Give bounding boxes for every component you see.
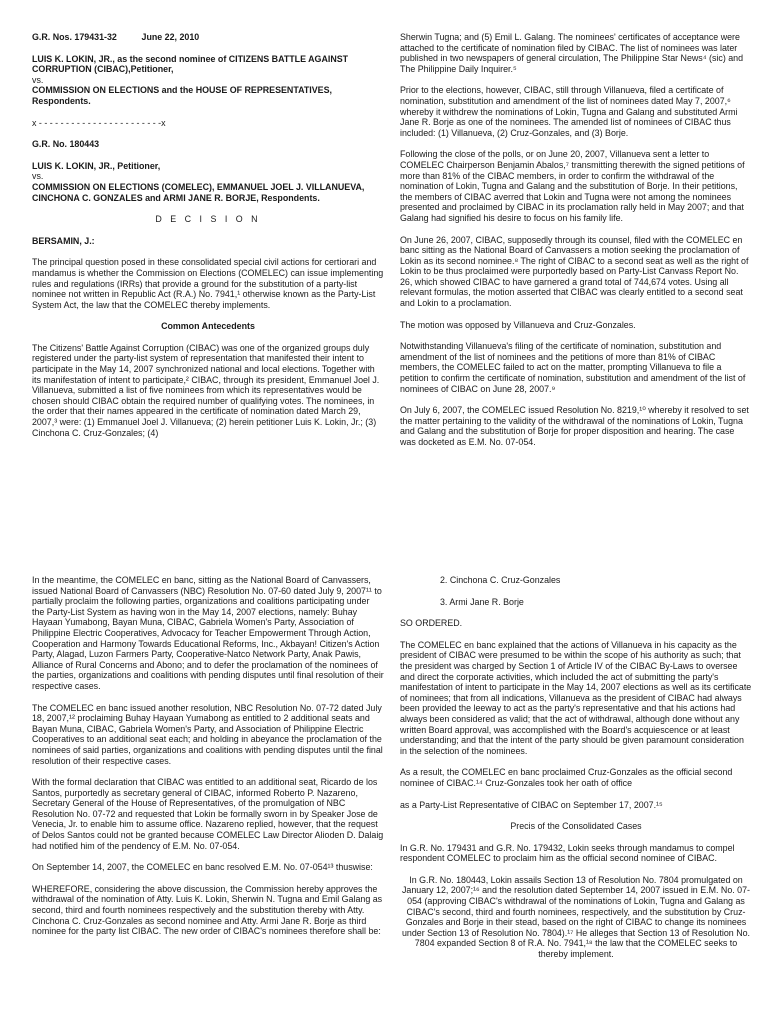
paragraph: In G.R. No. 180443, Lokin assails Section 13 of Resolution No. 7804 promulgated on January 12, 2007;¹⁶ and the resolution dated September 14, 2007 issued in E.M. No. 07-054 (approving CIBAC's withdrawal of the nominations of Lokin, Tugna and Galang as CIBAC's second, third and fourth nominees, respectively, and the substitution by Cruz-Gonzales and Borje in their stead, based on the right of CIBAC to change its nominees under Section 13 of Resolution No. 7804).¹⁷ He alleges that Section 13 of Resolution No. 7804 expanded Section 8 of R.A. No. 7941,¹⁸ the law that the COMELEC seeks to thereby implement. xyxy=(401,874,751,960)
paragraph: The principal question posed in these consolidated special civil actions for certiorari and mandamus is whether the Commission on Elections (COMELEC) can issue implementing rules and regulations (IRRs) that provide a ground for the substitution of a party-list nominee not written in Republic Act (R.A.) No. 7941,¹ otherwise known as the Party-List System Act, the law that the COMELEC thereby implements. xyxy=(32,257,384,310)
paragraph: With the formal declaration that CIBAC was entitled to an additional seat, Ricardo de los Santos, purportedly as secretary general of CIBAC, informed Roberto P. Nazareno, Secretary General of the House of Representatives, of the promulgation of NBC Resolution No. 07-72 and requested that Lokin be formally sworn in by Speaker Jose de Venecia, Jr. to enable him to assume office. Nazareno replied, however, that the request of Delos Santos could not be granted because COMELEC Law Director Alioden D. Dalaig had notified him of the pendency of E.M. No. 07-054. xyxy=(32,777,384,851)
list-item: 3. Armi Jane R. Borje xyxy=(440,596,524,607)
versus-label: vs. xyxy=(32,74,44,85)
paragraph: The COMELEC en banc explained that the actions of Villanueva in his capacity as the president of CIBAC were presumed to be within the scope of his authority as such; that the president was charged by Section 1 of Article IV of the CIBAC By-Laws to oversee and direct the corporate activities, which included the act of submitting the party's manifestation of intent to participate in the May 14, 2007 elections as well as its certificate of nominees; that from all indications, Villanueva as the president of CIBAC had always been provided the leeway to act as the party's representative and that his actions had always been considered as valid; that the act of withdrawal, although done without any written Board approval, was accomplished with the Board's acquiescence or at least understanding; and that the intent of the party should be given paramount consideration in the selection of the nominees. xyxy=(400,639,752,756)
page1-left-column xyxy=(32,32,384,449)
paragraph: Following the close of the polls, or on June 20, 2007, Villanueva sent a letter to COMELEC Chairperson Benjamin Abalos,⁷ transmitting therewith the signed petitions of more than 81% of the CIBAC members, in order to confirm the withdrawal of the nomination of Lokin, Tugna and Galang and the substitution of Borje. In their petitions, the members of CIBAC averred that Lokin and Tugna were not among the nominees presented and proclaimed by CIBAC in its proclamation rally held in May 2007; and that Galang had signified his desire to focus on his family life. xyxy=(400,149,745,223)
case1-respondents: COMMISSION ON ELECTIONS and the HOUSE OF REPRESENTATIVES, Respondents. xyxy=(32,85,332,106)
list-item: 2. Cinchona C. Cruz-Gonzales xyxy=(440,575,561,585)
case2-petitioner: LUIS K. LOKIN, JR., Petitioner, xyxy=(32,160,161,171)
case-header: G.R. Nos. 179431-32 June 22, 2010 xyxy=(32,32,200,42)
section-heading: Precis of the Consolidated Cases xyxy=(510,821,642,832)
paragraph: The motion was opposed by Villanueva and Cruz-Gonzales. xyxy=(400,319,636,330)
versus-label: vs. xyxy=(32,171,44,182)
paragraph: Notwithstanding Villanueva's filing of the certificate of nomination, substitution and amendment of the list of nominees and the petitions of more than 81% of CIBAC members, the COMELEC failed to act on the matter, prompting Villanueva to file a petition to confirm the certificate of nomination, substitution and amendment of the list of nominees of CIBAC on June 28, 2007.⁹ xyxy=(400,341,746,394)
paragraph: In G.R. No. 179431 and G.R. No. 179432, Lokin seeks through mandamus to compel respondent COMELEC to proclaim him as the official second nominee of CIBAC. xyxy=(400,842,735,864)
paragraph: On July 6, 2007, the COMELEC issued Resolution No. 8219,¹⁰ whereby it resolved to set the matter pertaining to the validity of the withdrawal of the nominations of Lokin, Tugna and Galang and the substitution of Borje for proper disposition and hearing. The case was docketed as E.M. No. 07-054. xyxy=(400,405,749,447)
ponente: BERSAMIN, J.: xyxy=(32,235,95,246)
page2-right-column xyxy=(400,575,752,971)
paragraph: Prior to the elections, however, CIBAC, still through Villanueva, filed a certificate of nomination, substitution and amendment of the list of nominees dated May 7, 2007,⁶ whereby it withdrew the nominations of Lokin, Tugna and Galang and substituted Armi Jane R. Borje as one of the nominees. The amended list of nominees of CIBAC thus included: (1) Villanueva, (2) Cruz-Gonzales, and (3) Borje. xyxy=(400,85,738,138)
page2-left-column xyxy=(32,575,384,948)
paragraph: In the meantime, the COMELEC en banc, sitting as the National Board of Canvassers, issued National Board of Canvassers (NBC) Resolution No. 07-60 dated July 9, 2007¹¹ to partially proclaim the following parties, organizations and coalitions participating under the Party-List System as having won in the May 14, 2007 elections, namely: Buhay Hayaan Yumabong, Bayan Muna, CIBAC, Gabriela Women's Party, Association of Philippine Electric Cooperatives, Advocacy for Teacher Empowerment Through Action, Cooperation and Harmony Towards Educational Reforms, Inc., Akbayan! Citizen's Action Party, Alagad, Luzon Farmers Party, Cooperative-Natco Network Party, Anak Pawis, Alliance of Rural Concerns and Abono; and to defer the proclamation of the nominees of the parties, organizations and coalitions with pending disputes until final resolution of their respective cases. xyxy=(32,575,384,691)
separator: x - - - - - - - - - - - - - - - - - - - - - - -x xyxy=(32,117,166,128)
paragraph: The Citizens' Battle Against Corruption (CIBAC) was one of the organized groups duly registered under the party-list system of representation that manifested their intent to participate in the May 14, 2007 synchronized national and local elections. Together with its manifestation of intent to participate,² CIBAC, through its president, Emmanuel Joel J. Villanueva, submitted a list of five nominees from which its representatives would be chosen should CIBAC obtain the required number of qualifying votes. The nominees, in the order that their names appeared in the certificate of nomination dated March 29, 2007,³ were: (1) Emmanuel Joel J. Villanueva; (2) herein petitioner Luis K. Lokin, Jr.; (3) Cinchona C. Cruz-Gonzales; (4) xyxy=(32,342,380,438)
paragraph: Sherwin Tugna; and (5) Emil L. Galang. The nominees' certificates of acceptance were attached to the certificate of nomination filed by CIBAC. The list of nominees was later published in two newspapers of general circulation, The Philippine Star News⁴ (sic) and The Philippine Daily Inquirer.⁵ xyxy=(400,32,744,74)
decision-heading: D E C I S I O N xyxy=(155,214,261,225)
paragraph: On September 14, 2007, the COMELEC en banc resolved E.M. No. 07-054¹³ thuswise: xyxy=(32,862,373,873)
case2-number: G.R. No. 180443 xyxy=(32,139,100,150)
case2-respondents: COMMISSION ON ELECTIONS (COMELEC), EMMANUEL JOEL J. VILLANUEVA, CINCHONA C. GONZALES and ARMI JANE R. BORJE, Respondents. xyxy=(32,181,365,203)
page1-right-column xyxy=(400,32,752,459)
paragraph: as a Party-List Representative of CIBAC on September 17, 2007.¹⁵ xyxy=(400,799,663,810)
paragraph: As a result, the COMELEC en banc proclaimed Cruz-Gonzales as the official second nominee of CIBAC.¹⁴ Cruz-Gonzales took her oath of office xyxy=(400,767,733,788)
case1-parties: LUIS K. LOKIN, JR., as the second nominee of CITIZENS BATTLE AGAINST CORRUPTION (CIBAC),Petitioner, xyxy=(32,53,349,75)
paragraph: WHEREFORE, considering the above discussion, the Commission hereby approves the withdrawal of the nomination of Atty. Luis K. Lokin, Sherwin N. Tugna and Emil Galang as second, third and fourth nominees respectively and the substitution thereby with Atty. Cinchona C. Cruz-Gonzales as second nominee and Atty. Armi Jane R. Borje as third nominee for the party list CIBAC. The new order of CIBAC's nominees therefore shall be: xyxy=(32,883,383,937)
paragraph: The COMELEC en banc issued another resolution, NBC Resolution No. 07-72 dated July 18, 2007,¹² proclaiming Buhay Hayaan Yumabong as entitled to 2 additional seats and Bayan Muna, CIBAC, Gabriela Women's Party, and Association of Philippine Electric Cooperatives to an additional seat each; and holding in abeyance the proclamation of the nominees of said parties, organizations and coalitions with pending disputes until the final resolution of their respective cases. xyxy=(32,702,383,766)
so-ordered: SO ORDERED. xyxy=(400,618,463,629)
section-heading: Common Antecedents xyxy=(161,321,255,332)
paragraph: On June 26, 2007, CIBAC, supposedly through its counsel, filed with the COMELEC en banc sitting as the National Board of Canvassers a motion seeking the proclamation of Lokin as its second nominee.⁸ The right of CIBAC to a second seat as well as the right of Lokin to be thus proclaimed were purportedly based on Party-List Canvass Report No. 26, which showed CIBAC to have garnered a grand total of 744,674 votes. Using all relevant formulas, the motion asserted that CIBAC was clearly entitled to a second seat and Lokin to a proclamation. xyxy=(400,234,749,309)
